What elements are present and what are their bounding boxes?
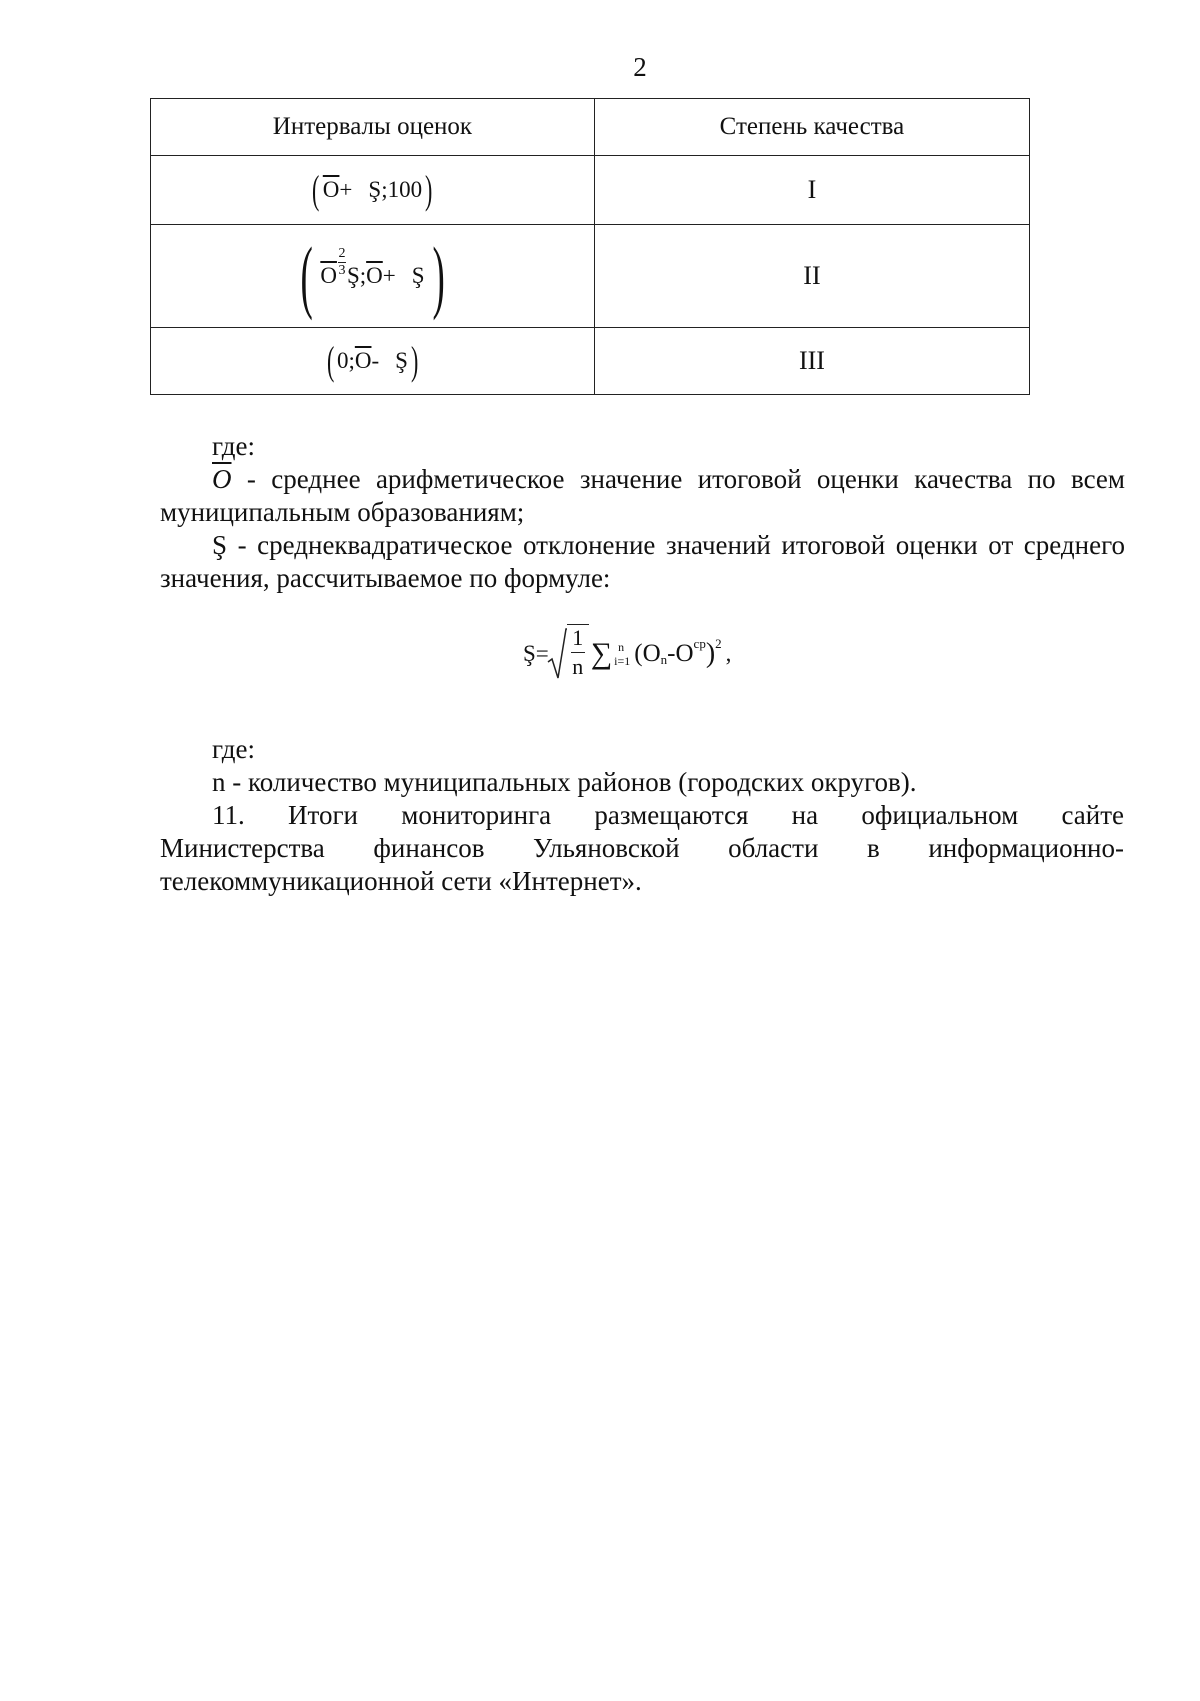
sqrt-body [567, 624, 589, 678]
interval-formula: ( $\overline{O}$ + Ş;100 ) [312, 167, 433, 212]
quality-grades-table [150, 98, 1030, 395]
grade-cell [594, 156, 1029, 225]
formula-close: ) [705, 638, 716, 669]
plus-sign: + [339, 177, 353, 202]
item-11-line-2: Министерства финансов Ульяновской области в информационно- [160, 833, 1124, 863]
sum-icon: ∑ [590, 637, 613, 670]
formula-subscript: n [660, 652, 668, 667]
interval-middle: Ş; [346, 263, 367, 288]
item-11-line-3: телекоммуникационной сети «Интернет». [160, 866, 642, 896]
stddev-formula [523, 625, 732, 680]
grade-value: II [803, 261, 821, 290]
minus-sign: - [371, 348, 380, 373]
formula-open: (O [634, 640, 661, 667]
n-definition: n - количество муниципальных районов (городских округов). [212, 767, 917, 797]
item-11-line-1: 11. Итоги мониторинга размещаются на официальном сайте [212, 800, 1124, 830]
interval-formula: ( 0; $\overline{O}$ - Ş ) [326, 338, 419, 383]
mean-symbol: $\overline{O}$ [212, 464, 232, 494]
formula-tail: , [725, 641, 732, 666]
table-row [151, 225, 1030, 328]
where-label: где: [212, 734, 255, 764]
fraction-denominator: n [572, 654, 584, 679]
header-intervals: Интервалы оценок [151, 99, 595, 156]
one-over-n-fraction [571, 627, 585, 678]
interval-formula: ( $\overline{O}$ $\frac{2}{3}$ Ş; $\overline{O}$ + Ş ) [300, 230, 445, 321]
formula-power: 2 [715, 636, 722, 651]
sqrt-icon [547, 628, 567, 680]
page-number: 2 [633, 52, 647, 82]
mean-symbol: $\overline{O}$ [366, 263, 383, 288]
sum-lower-limit: i=1 [614, 654, 631, 668]
interval-lower: 0; [336, 348, 355, 373]
formula-minus-o: -O [667, 640, 694, 667]
fraction-numerator: 2 [338, 245, 346, 261]
formula-superscript: ср [693, 636, 706, 651]
sum-upper-limit: n [618, 640, 625, 654]
table-header-row [151, 99, 1030, 156]
fraction-numerator: 1 [572, 625, 584, 650]
mean-symbol: $\overline{O}$ [354, 348, 372, 373]
fraction-denominator: 3 [338, 262, 346, 278]
stddev-symbol: Ş [395, 348, 408, 373]
stddev-symbol: Ş [411, 263, 425, 288]
sum-limits [614, 640, 630, 668]
mean-definition-text: - среднее арифметическое значение итоговой оценки качества по всем муниципальным образованиям; [160, 464, 1125, 527]
interval-cell [151, 156, 595, 225]
interval-cell [151, 225, 595, 328]
mean-symbol: $\overline{O}$ [320, 263, 337, 288]
mean-symbol: $\overline{O}$ [322, 177, 340, 202]
grade-value: I [807, 175, 817, 204]
plus-sign: + [382, 263, 396, 288]
grade-cell [594, 225, 1029, 328]
formula-lhs: Ş= [523, 641, 549, 666]
stddev-definition [160, 529, 1125, 595]
header-quality-degree: Степень качества [594, 99, 1029, 156]
where-label: где: [212, 431, 255, 461]
mean-definition [160, 463, 1125, 529]
stddev-symbol: Ş [212, 530, 228, 560]
interval-upper: Ş;100 [368, 177, 423, 202]
grade-cell [594, 328, 1029, 395]
interval-cell [151, 328, 595, 395]
two-thirds-fraction [338, 247, 346, 278]
table-row [151, 328, 1030, 395]
stddev-definition-text: - среднеквадратическое отклонение значений итоговой оценки от среднего значения, рассчитываемое по формуле: [160, 530, 1125, 593]
grade-value: III [798, 346, 825, 375]
table-row [151, 156, 1030, 225]
